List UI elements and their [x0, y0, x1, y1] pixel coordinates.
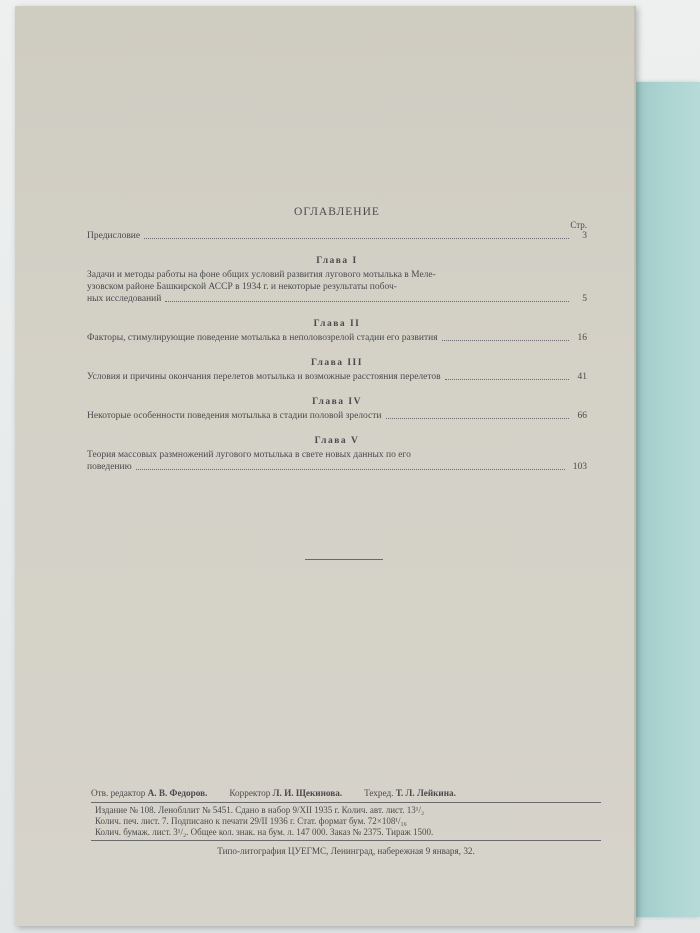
imprint-line: Колич. бумаж. лист. 3¹/₂. Общее кол. знак. на бум. л. 147 000. Заказ № 2375. Тираж 1500. [95, 827, 434, 837]
techred-name: Т. Л. Лейкина. [395, 788, 456, 798]
toc-entry-text: Задачи и методы работы на фоне общих условий развития лугового мотылька в Меле- [87, 270, 436, 280]
leader-dots [442, 340, 569, 341]
publication-details [91, 802, 601, 841]
toc-entry-text: ных исследований [87, 294, 162, 304]
toc-title: ОГЛАВЛЕНИЕ [294, 206, 380, 218]
toc-entry-text: Предисловие [87, 231, 141, 241]
chapter-heading-2: Глава II [313, 319, 361, 329]
toc-entry-text: Факторы, стимулирующие поведение мотылька в неполовозрелой стадии его развития [87, 333, 438, 343]
editor-name: А. В. Федоров. [147, 788, 208, 798]
toc-entry-chapter-4 [87, 410, 587, 422]
page-column-label: Стр. [570, 220, 587, 230]
leader-dots [144, 238, 569, 239]
toc-entry-page: 41 [577, 372, 587, 382]
leader-dots [136, 469, 565, 470]
toc-entry-chapter-3 [87, 371, 587, 383]
imprint-line: Колич. печ. лист. 7. Подписано к печати 29/II 1936 г. Стат. формат бум. 72×108¹/₁₆ [95, 816, 407, 826]
toc-entry-page: 3 [582, 231, 587, 241]
toc-entry-page: 5 [582, 294, 587, 304]
corrector-label: Корректор [229, 788, 271, 798]
leader-dots [165, 301, 569, 302]
section-divider [305, 559, 383, 560]
toc-entry-text: Условия и причины окончания перелетов мотылька и возможные расстояния перелетов [87, 372, 441, 382]
toc-entry-text: узовском районе Башкирской АССР в 1934 г. и некоторые результаты побоч- [87, 282, 397, 292]
toc-entry-text: Теория массовых размножений лугового мотылька в свете новых данных по его [87, 450, 411, 460]
editor-label: Отв. редактор [91, 788, 146, 798]
techred-label: Техред. [364, 788, 394, 798]
toc-entry-preface [87, 230, 587, 242]
editor-credits [91, 788, 601, 802]
book-page [15, 6, 636, 926]
table-of-contents [87, 206, 587, 473]
toc-entry-text: поведению [87, 462, 132, 472]
chapter-heading-5: Глава V [314, 436, 360, 446]
editor-credit [91, 788, 207, 798]
leader-dots [386, 418, 570, 419]
chapter-heading-3: Глава III [311, 358, 363, 368]
imprint-block [91, 788, 601, 856]
corrector-name: Л. И. Щекинова. [272, 788, 343, 798]
chapter-heading-4: Глава IV [312, 397, 362, 407]
toc-entry-page: 66 [577, 411, 587, 421]
corrector-credit [229, 788, 342, 798]
toc-entry-text: Некоторые особенности поведения мотылька в стадии половой зрелости [87, 411, 382, 421]
toc-entry-page: 103 [572, 462, 587, 472]
leader-dots [445, 379, 569, 380]
toc-entry-chapter-1 [87, 269, 587, 305]
toc-entry-chapter-2 [87, 332, 587, 344]
toc-entry-chapter-5 [87, 449, 587, 473]
printer-info: Типо-литография ЦУЕГМС, Ленинград, набережная 9 января, 32. [217, 846, 475, 856]
toc-entry-page: 16 [577, 333, 587, 343]
imprint-line: Издание № 108. Ленобллит № 5451. Сдано в набор 9/XII 1935 г. Колич. авт. лист. 13¹/₂ [95, 805, 425, 815]
techred-credit [364, 788, 456, 798]
chapter-heading-1: Глава I [316, 256, 358, 266]
blue-booklet-edge [632, 82, 700, 917]
